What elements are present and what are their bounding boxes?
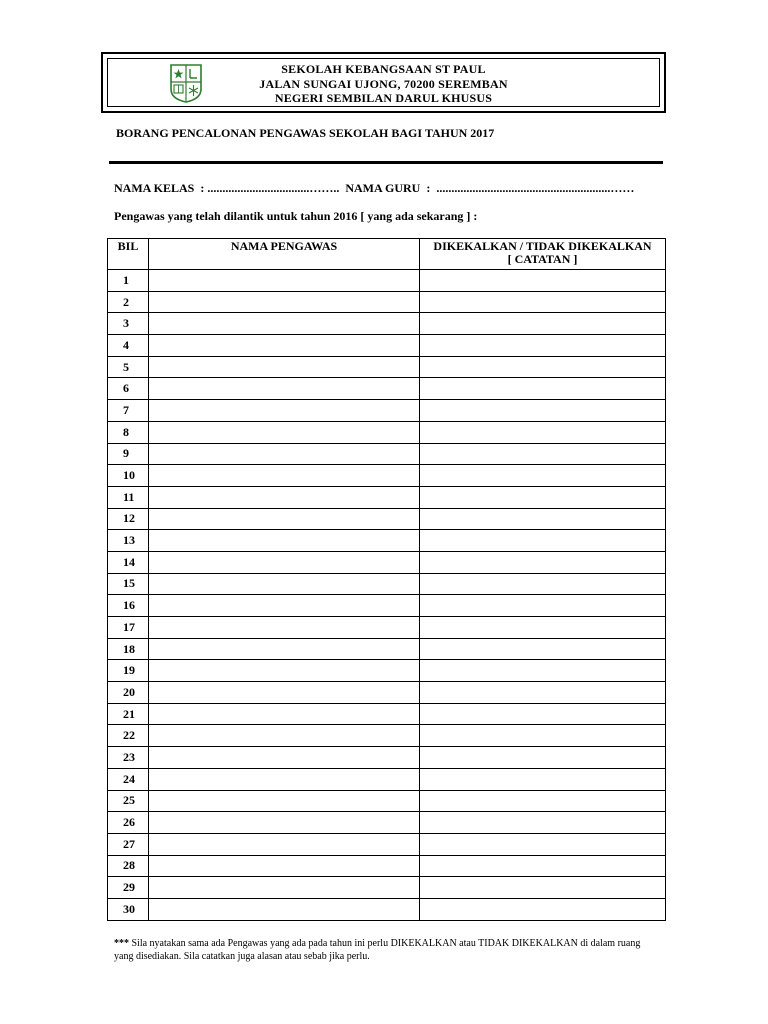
status-catatan-cell[interactable] [420,400,666,422]
row-number: 6 [108,378,149,400]
table-row [108,378,666,400]
status-catatan-cell[interactable] [420,617,666,639]
table-row [108,898,666,920]
nama-pengawas-cell[interactable] [149,400,420,422]
form-title: BORANG PENCALONAN PENGAWAS SEKOLAH BAGI TAHUN 2017 [116,126,495,140]
status-catatan-cell[interactable] [420,855,666,877]
row-number: 27 [108,833,149,855]
row-number: 25 [108,790,149,812]
table-row [108,291,666,313]
footnote-text: Sila nyatakan sama ada Pengawas yang ada pada tahun ini perlu DIKEKALKAN atau TIDAK DIKEKALKAN di dalam ruang yang disediakan. Sila catatkan juga alasan atau sebab jika perlu. [114,938,641,962]
table-row [108,768,666,790]
table-body [108,270,666,921]
row-number: 30 [108,898,149,920]
school-header-inner-border [107,58,660,107]
table-row [108,833,666,855]
table-row [108,703,666,725]
nama-pengawas-cell[interactable] [149,703,420,725]
header-bil: BIL [108,239,149,270]
status-catatan-cell[interactable] [420,768,666,790]
table-row [108,421,666,443]
status-catatan-cell[interactable] [420,291,666,313]
nama-pengawas-cell[interactable] [149,595,420,617]
nama-pengawas-cell[interactable] [149,270,420,292]
nama-pengawas-cell[interactable] [149,551,420,573]
status-catatan-cell[interactable] [420,812,666,834]
table-row [108,313,666,335]
nama-pengawas-cell[interactable] [149,465,420,487]
table-row [108,573,666,595]
class-teacher-fields: NAMA KELAS : ..................................…….. NAMA GURU : ..........................................................…… [114,181,635,195]
row-number: 13 [108,530,149,552]
row-number: 19 [108,660,149,682]
school-name: SEKOLAH KEBANGSAAN ST PAUL [281,62,486,76]
status-catatan-cell[interactable] [420,790,666,812]
row-number: 5 [108,356,149,378]
row-number: 4 [108,335,149,357]
nama-pengawas-cell[interactable] [149,725,420,747]
nama-pengawas-cell[interactable] [149,682,420,704]
row-number: 26 [108,812,149,834]
nama-pengawas-cell[interactable] [149,898,420,920]
table-row [108,530,666,552]
divider-rule [109,161,663,164]
row-number: 17 [108,617,149,639]
table-row [108,508,666,530]
table-row [108,877,666,899]
status-catatan-cell[interactable] [420,682,666,704]
table-row [108,747,666,769]
header-status-line2: [ CATATAN ] [507,252,578,266]
school-address-block [108,62,659,106]
status-catatan-cell[interactable] [420,465,666,487]
nama-pengawas-cell[interactable] [149,573,420,595]
status-catatan-cell[interactable] [420,530,666,552]
row-number: 1 [108,270,149,292]
table-row [108,270,666,292]
status-catatan-cell[interactable] [420,877,666,899]
footnote-stars: *** [114,938,129,949]
status-catatan-cell[interactable] [420,421,666,443]
nama-pengawas-cell[interactable] [149,530,420,552]
table-row [108,790,666,812]
nama-pengawas-cell[interactable] [149,833,420,855]
status-catatan-cell[interactable] [420,443,666,465]
prefect-table [107,238,666,921]
row-number: 8 [108,421,149,443]
school-state: NEGERI SEMBILAN DARUL KHUSUS [274,91,493,105]
status-catatan-cell[interactable] [420,595,666,617]
status-catatan-cell[interactable] [420,898,666,920]
header-status [420,239,666,270]
nama-pengawas-cell[interactable] [149,421,420,443]
status-catatan-cell[interactable] [420,313,666,335]
row-number: 18 [108,638,149,660]
table-header-row [108,239,666,270]
nama-pengawas-cell[interactable] [149,617,420,639]
table-row [108,855,666,877]
status-catatan-cell[interactable] [420,378,666,400]
nama-pengawas-cell[interactable] [149,486,420,508]
row-number: 3 [108,313,149,335]
row-number: 7 [108,400,149,422]
nama-pengawas-cell[interactable] [149,660,420,682]
nama-pengawas-cell[interactable] [149,812,420,834]
table-row [108,465,666,487]
row-number: 21 [108,703,149,725]
table-row [108,812,666,834]
nama-pengawas-cell[interactable] [149,356,420,378]
nama-pengawas-cell[interactable] [149,335,420,357]
nama-pengawas-cell[interactable] [149,313,420,335]
intro-text: Pengawas yang telah dilantik untuk tahun 2016 [ yang ada sekarang ] : [114,209,478,223]
table-row [108,725,666,747]
row-number: 16 [108,595,149,617]
status-catatan-cell[interactable] [420,551,666,573]
nama-pengawas-cell[interactable] [149,747,420,769]
nama-pengawas-cell[interactable] [149,790,420,812]
row-number: 2 [108,291,149,313]
table-row [108,443,666,465]
row-number: 10 [108,465,149,487]
nama-pengawas-cell[interactable] [149,508,420,530]
table-row [108,638,666,660]
table-row [108,595,666,617]
row-number: 24 [108,768,149,790]
table-row [108,617,666,639]
header-status-line1: DIKEKALKAN / TIDAK DIKEKALKAN [433,239,652,253]
status-catatan-cell[interactable] [420,486,666,508]
table-row [108,660,666,682]
footnote [114,937,659,963]
row-number: 14 [108,551,149,573]
table-row [108,682,666,704]
status-catatan-cell[interactable] [420,638,666,660]
school-header [101,52,666,113]
nama-pengawas-cell[interactable] [149,291,420,313]
row-number: 22 [108,725,149,747]
nama-pengawas-cell[interactable] [149,855,420,877]
row-number: 29 [108,877,149,899]
status-catatan-cell[interactable] [420,573,666,595]
status-catatan-cell[interactable] [420,270,666,292]
row-number: 15 [108,573,149,595]
status-catatan-cell[interactable] [420,833,666,855]
table-row [108,400,666,422]
table-row [108,335,666,357]
nama-pengawas-cell[interactable] [149,638,420,660]
row-number: 9 [108,443,149,465]
status-catatan-cell[interactable] [420,747,666,769]
nama-pengawas-cell[interactable] [149,443,420,465]
status-catatan-cell[interactable] [420,660,666,682]
status-catatan-cell[interactable] [420,356,666,378]
nama-pengawas-cell[interactable] [149,877,420,899]
table-row [108,551,666,573]
nama-pengawas-cell[interactable] [149,768,420,790]
row-number: 23 [108,747,149,769]
status-catatan-cell[interactable] [420,725,666,747]
nama-pengawas-cell[interactable] [149,378,420,400]
table-row [108,356,666,378]
row-number: 20 [108,682,149,704]
row-number: 11 [108,486,149,508]
status-catatan-cell[interactable] [420,703,666,725]
header-nama-pengawas: NAMA PENGAWAS [149,239,420,270]
table-row [108,486,666,508]
row-number: 28 [108,855,149,877]
status-catatan-cell[interactable] [420,335,666,357]
school-address: JALAN SUNGAI UJONG, 70200 SEREMBAN [259,76,508,91]
row-number: 12 [108,508,149,530]
status-catatan-cell[interactable] [420,508,666,530]
